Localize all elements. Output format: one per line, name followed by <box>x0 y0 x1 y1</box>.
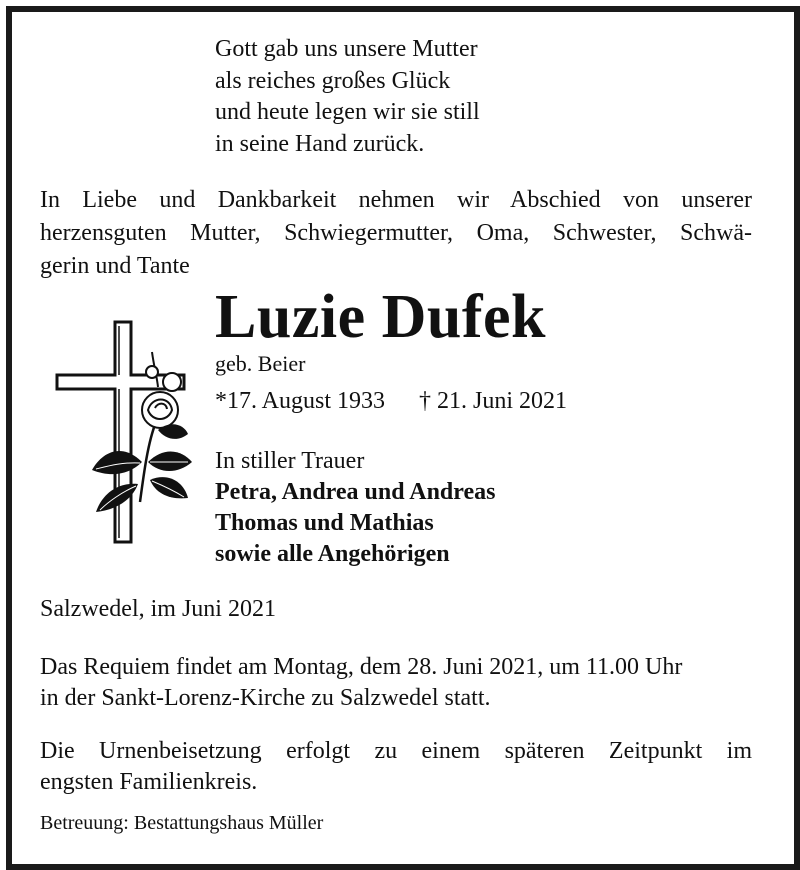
mourner-line: sowie alle Angehörigen <box>215 541 450 567</box>
mourner-line: Thomas und Mathias <box>215 510 434 536</box>
poem-line: Gott gab uns unsere Mutter <box>215 36 478 62</box>
burial-text <box>40 736 752 798</box>
intro-line: In Liebe und Dankbarkeit nehmen wir Abschied von unserer <box>40 187 752 213</box>
poem-line: in seine Hand zurück. <box>215 130 425 157</box>
burial-line: engsten Familienkreis. <box>40 769 258 795</box>
requiem-text <box>40 652 752 714</box>
maiden-name: geb. Beier <box>215 351 306 376</box>
intro-line: gerin und Tante <box>40 253 190 279</box>
poem-line: und heute legen wir sie still <box>215 99 480 125</box>
mourners <box>215 446 496 570</box>
place-date: Salzwedel, im Juni 2021 <box>40 596 276 622</box>
birth-date: *17. August 1933 <box>215 388 386 414</box>
cross-with-rose-icon <box>52 312 202 552</box>
requiem-line: Das Requiem findet am Montag, dem 28. Juni 2021, um 11.00 Uhr <box>40 654 683 680</box>
deceased-name: Luzie Dufek <box>215 283 546 351</box>
requiem-line: in der Sankt-Lorenz-Kirche zu Salzwedel statt. <box>40 685 491 711</box>
poem <box>215 34 480 160</box>
life-dates <box>215 388 567 415</box>
burial-line: Die Urnenbeisetzung erfolgt zu einem späteren Zeitpunkt im <box>40 738 752 764</box>
mourner-line: Petra, Andrea und Andreas <box>215 479 496 505</box>
funeral-home: Betreuung: Bestattungshaus Müller <box>40 812 324 834</box>
poem-line: als reiches großes Glück <box>215 67 451 94</box>
intro-line: herzensguten Mutter, Schwiegermutter, Oma, Schwester, Schwä- <box>40 220 752 246</box>
intro-text <box>40 184 752 283</box>
death-date: † 21. Juni 2021 <box>419 388 568 414</box>
obituary-notice <box>6 6 800 870</box>
mourners-heading: In stiller Trauer <box>215 448 365 474</box>
